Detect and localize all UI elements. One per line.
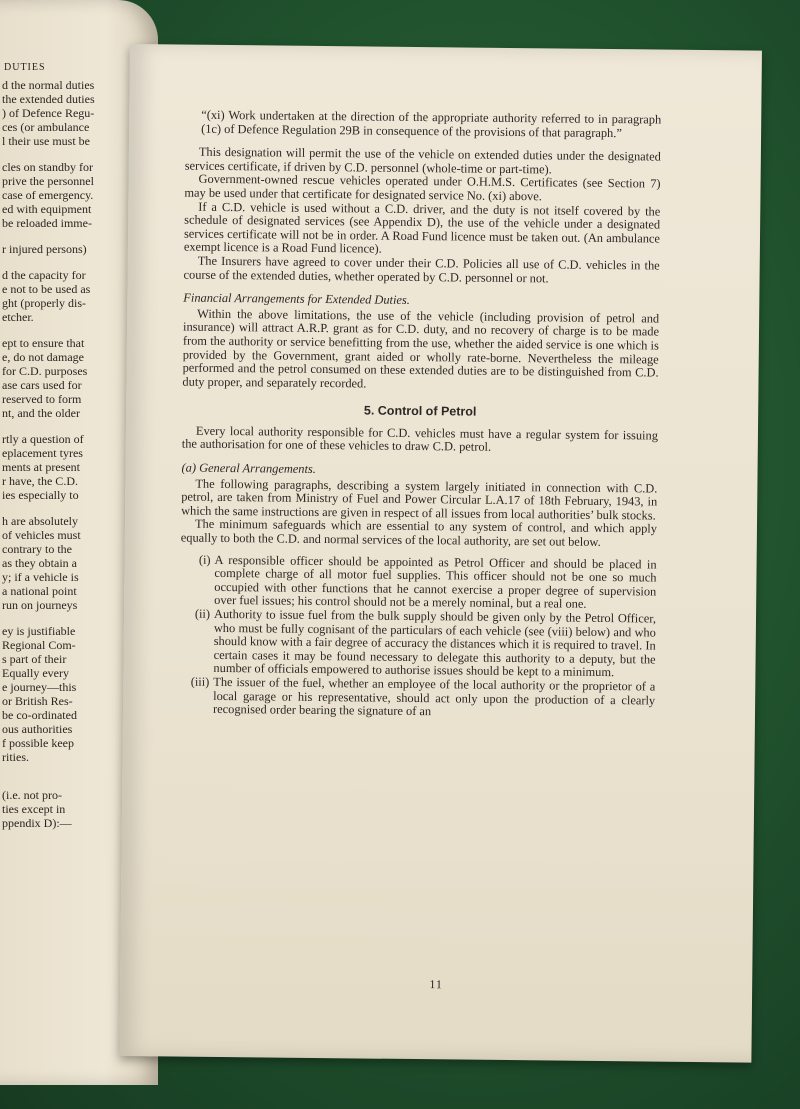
left-page-line: e not to be used as — [2, 282, 91, 296]
paragraph: Every local authority responsible for C.D. vehicles must have a regular system for issuing the authorisation for one of these vehicles to draw C.D. petrol. — [181, 423, 659, 455]
left-page-line: r have, the C.D. — [2, 474, 78, 488]
paragraph: If a C.D. vehicle is used without a C.D. driver, and the duty is not itself covered by the schedule of designated services (see Appendix D), the use of the vehicle under a designated services certificate will not be in order. A Road Fund licence must be taken out. (An ambulance exempt licence is a Road Fund licence). — [183, 199, 661, 256]
left-page-line: the extended duties — [2, 92, 95, 106]
left-page-line: run on journeys — [2, 598, 78, 612]
left-page-line: ) of Defence Regu- — [2, 106, 95, 120]
left-page-line: d the capacity for — [2, 268, 86, 282]
list-item-text: Authority to issue fuel from the bulk supply should be given only by the Petrol Officer, who must be fully cognisant of the particulars of each vehicle (see (viii) below) and who should know with a fair degree of accuracy the distances which it is required to travel. In certain cases it may be found necessary to delegate this authority to a deputy, but the number of officials empowered to authorise issues should be kept to a minimum. — [213, 606, 657, 680]
left-page-line: ies especially to — [2, 488, 79, 502]
paragraph: The following paragraphs, describing a system largely initiated in connection with C.D. petrol, are taken from Ministry of Fuel and Power Circular L.A.17 of 18th February, 1943, in which the same instructions are given in respect of all issues from local authorities’ bulk stocks. — [181, 476, 658, 523]
left-page-line: ppendix D):— — [2, 816, 72, 830]
left-page-line: be reloaded imme- — [2, 216, 92, 230]
list-item-number: (i) — [198, 552, 211, 567]
left-page-line: y; if a vehicle is — [2, 570, 79, 584]
left-page-line: prive the personnel — [2, 174, 94, 188]
left-page-line: as they obtain a — [2, 556, 77, 570]
paragraph: The Insurers have agreed to cover under their C.D. Policies all use of C.D. vehicles in the course of the extended duties, whether operated by C.D. personnel or not. — [183, 253, 660, 285]
list-item — [179, 608, 656, 681]
left-page-line: rtly a question of — [2, 432, 84, 446]
left-page-line: ties except in — [2, 802, 66, 816]
left-page-line: r injured persons) — [2, 242, 87, 256]
left-page-line: cles on standby for — [2, 160, 93, 174]
paragraph: Within the above limitations, the use of the vehicle (including provision of petrol and insurance) will attract A.R.P. grant as for C.D. duty, and no recovery of charge is to be made from the authority or service benefitting from the use, whether the aided service is one which is provided by the Government, grant aided or wholly rate-borne. Nevertheless the mileage performed and the petrol consumed on these extended duties are to be distinguished from C.D. duty proper, and separately recorded. — [182, 306, 660, 391]
list-item — [179, 676, 655, 722]
left-page-line: eplacement tyres — [2, 446, 83, 460]
list-item-text: The issuer of the fuel, whether an employee of the local authority or the proprietor of a local garage or his representative, should act only upon the production of a clearly recognised order bearing the signature of an — [212, 674, 656, 719]
financial-heading: Financial Arrangements for Extended Duties. — [183, 290, 410, 308]
left-page-line: etcher. — [2, 310, 34, 324]
left-page-line: d the normal duties — [2, 78, 95, 92]
left-page-line: Equally every — [2, 666, 69, 680]
list-item-number: (iii) — [190, 674, 210, 689]
left-page-line: Regional Com- — [2, 638, 76, 652]
left-page-header: DUTIES — [4, 62, 46, 73]
left-page-line: f possible keep — [2, 736, 74, 750]
left-page-line: contrary to the — [2, 542, 72, 556]
list-item — [180, 553, 657, 612]
page-content — [179, 109, 661, 722]
left-page-line: or British Res- — [2, 694, 73, 708]
list-item-number: (ii) — [194, 606, 211, 621]
left-page-line: of vehicles must — [2, 528, 81, 542]
left-page-line: ase cars used for — [2, 378, 82, 392]
general-heading: (a) General Arrangements. — [181, 460, 316, 477]
paragraph: This designation will permit the use of the vehicle on extended duties under the designated services certificate, if driven by C.D. personnel (whole-time or part-time). — [184, 144, 661, 177]
left-page-line: ey is justifiable — [2, 624, 76, 638]
paragraph: Government-owned rescue vehicles operated under O.H.M.S. Certificates (see Section 7) may be used under that certificate for designated service No. (xi) above. — [184, 172, 661, 204]
left-page-line: ous authorities — [2, 722, 73, 736]
left-page-line: nt, and the older — [2, 406, 80, 420]
left-page-line: be co-ordinated — [2, 708, 77, 722]
left-page-line: ed with equipment — [2, 202, 92, 216]
list-item-text: A responsible officer should be appointed as Petrol Officer and should be placed in complete charge of all motor fuel supplies. This officer should not be one so much occupied with other functions that he cannot exercise a proper degree of supervision over fuel issues; his control should not be a merely nominal, but a real one. — [214, 552, 657, 612]
left-page-line: a national point — [2, 584, 77, 598]
left-page-line: e journey—this — [2, 680, 77, 694]
left-page-line: (i.e. not pro- — [2, 788, 62, 802]
paragraph: The minimum safeguards which are essential to any system of control, and which apply equally to both the C.D. and normal services of the local authority, are set out below. — [180, 517, 658, 549]
left-page-line: l their use must be — [2, 134, 90, 148]
section-title: 5. Control of Petrol — [363, 403, 477, 419]
page-number: 11 — [429, 977, 444, 992]
left-page-line: rities. — [2, 750, 29, 764]
left-page-line: s part of their — [2, 652, 67, 666]
left-page-line: case of emergency. — [2, 188, 94, 202]
left-page-line: ept to ensure that — [2, 336, 85, 350]
left-page-line: e, do not damage — [2, 350, 84, 364]
left-page-line: ces (or ambulance — [2, 120, 90, 134]
left-page-line: ments at present — [2, 460, 80, 474]
left-page-line: reserved to form — [2, 392, 82, 406]
left-page-line: h are absolutely — [2, 514, 78, 528]
left-page-line: ght (properly dis- — [2, 296, 86, 310]
booklet-page — [119, 44, 762, 1063]
regulation-quote: “(xi) Work undertaken at the direction of the appropriate authority referred to in paragraph (1c) of Defence Regulation 29B in consequence of the provisions of that paragraph.” — [201, 107, 662, 140]
left-page-line: for C.D. purposes — [2, 364, 88, 378]
